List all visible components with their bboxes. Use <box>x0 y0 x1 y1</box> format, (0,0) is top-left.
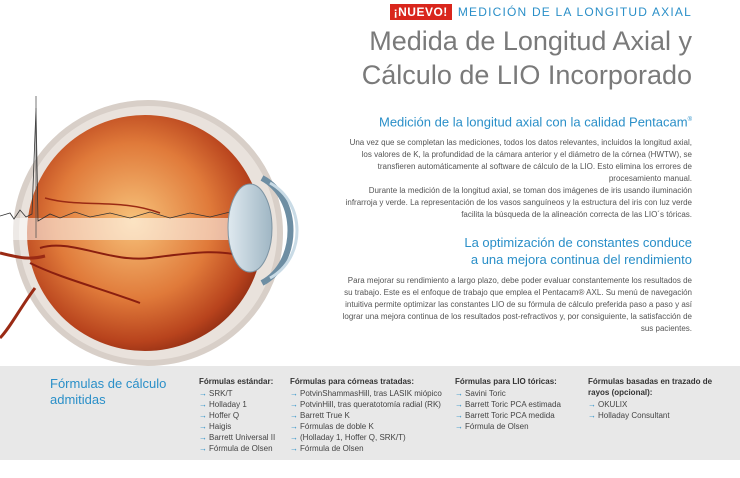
formula-list-item <box>199 388 285 399</box>
section-constant-optimization-title-line-1: La optimización de constantes conduce <box>464 235 692 250</box>
formula-name: PotvinHill, tras queratotomía radial (RK) <box>300 400 441 409</box>
formula-name: (Holladay 1, Hoffer Q, SRK/T) <box>300 433 406 442</box>
arrow-right-icon: → <box>290 422 298 431</box>
formula-list-item <box>455 421 580 432</box>
formula-list-item <box>290 432 450 443</box>
footer-title: Fórmulas de cálculo admitidas <box>50 376 167 407</box>
formula-name: Barrett Toric PCA estimada <box>465 400 561 409</box>
arrow-right-icon: → <box>199 389 207 398</box>
formula-name: Fórmula de Olsen <box>465 422 529 431</box>
formula-column-heading: Fórmulas estándar: <box>199 377 274 386</box>
formula-column-treated-corneas <box>290 376 450 454</box>
formulas-footer <box>0 366 740 460</box>
arrow-right-icon: → <box>290 444 298 453</box>
arrow-right-icon: → <box>199 400 207 409</box>
section-axial-length <box>342 112 692 221</box>
section-axial-length-title-text: Medición de la longitud axial con la calidad Pentacam <box>378 114 688 130</box>
formula-list-item <box>290 399 450 410</box>
formula-column-heading: Fórmulas para LIO tóricas: <box>455 377 557 386</box>
arrow-right-icon: → <box>455 389 463 398</box>
formula-list-item <box>199 399 285 410</box>
section-constant-optimization-paragraph: Para mejorar su rendimiento a largo plazo, debe poder evaluar constantemente los resultados de su trabajo. Este es el enfoque de trabajo que emplea el Pentacam® AXL. Su menú de navegación intuitiva permite optimizar las constantes LIO de su fórmula de cálculo preferida paso a paso y así lograr una mejora continua de los resultados post-refractivos y, por consiguiente, la satisfacción de sus pacientes. <box>342 276 692 333</box>
arrow-right-icon: → <box>199 411 207 420</box>
section-axial-length-paragraph-2: Durante la medición de la longitud axial, se toman dos imágenes de iris usando iluminación infrarroja y verde. La representación de los vasos sanguíneos y la estructura del iris con luz verde facilita la búsqueda de la alineación correcta de las LIO´s tóricas. <box>345 186 692 220</box>
formula-list-item <box>199 432 285 443</box>
formula-name: Fórmula de Olsen <box>209 444 273 453</box>
formula-name: Haigis <box>209 422 232 431</box>
formula-list-item <box>588 410 718 421</box>
section-constant-optimization-title <box>342 234 692 268</box>
formula-list-item <box>199 421 285 432</box>
formula-list-item <box>588 399 718 410</box>
eye-cross-section-illustration <box>0 88 310 388</box>
formula-name: SRK/T <box>209 389 233 398</box>
new-badge: ¡NUEVO! <box>390 4 452 20</box>
arrow-right-icon: → <box>455 422 463 431</box>
arrow-right-icon: → <box>290 400 298 409</box>
formula-name: Holladay Consultant <box>598 411 670 420</box>
formula-name: Barrett Universal II <box>209 433 276 442</box>
formula-list <box>199 388 285 454</box>
headline-line-2: Cálculo de LIO Incorporado <box>361 60 692 90</box>
formula-column-heading: Fórmulas para córneas tratadas: <box>290 377 415 386</box>
page-headline <box>362 24 692 92</box>
formula-list-item <box>455 399 580 410</box>
section-axial-length-title <box>342 112 692 130</box>
formula-list <box>588 399 718 421</box>
formula-list-item <box>199 410 285 421</box>
arrow-right-icon: → <box>588 400 596 409</box>
formula-list <box>290 388 450 454</box>
arrow-right-icon: → <box>455 400 463 409</box>
formula-name: Fórmula de Olsen <box>300 444 364 453</box>
arrow-right-icon: → <box>290 433 298 442</box>
formula-name: PotvinShammasHill, tras LASIK miópico <box>300 389 442 398</box>
arrow-right-icon: → <box>588 411 596 420</box>
formula-name: Holladay 1 <box>209 400 247 409</box>
formula-list <box>455 388 580 432</box>
formula-name: Fórmulas de doble K <box>300 422 374 431</box>
formula-column-heading: Fórmulas basadas en trazado de rayos (opcional): <box>588 377 713 397</box>
arrow-right-icon: → <box>455 411 463 420</box>
formula-name: Hoffer Q <box>209 411 240 420</box>
formula-column-toric <box>455 376 580 432</box>
headline-line-1: Medida de Longitud Axial y <box>369 26 692 56</box>
section-kicker: MEDICIÓN DE LA LONGITUD AXIAL <box>457 5 692 19</box>
formula-list-item <box>290 410 450 421</box>
formula-list-item <box>199 443 285 454</box>
arrow-right-icon: → <box>199 422 207 431</box>
formula-column-standard <box>199 376 285 454</box>
section-constant-optimization <box>342 234 692 335</box>
arrow-right-icon: → <box>290 411 298 420</box>
formula-list-item <box>455 388 580 399</box>
arrow-right-icon: → <box>290 389 298 398</box>
arrow-right-icon: → <box>199 444 207 453</box>
formula-name: Barrett True K <box>300 411 350 420</box>
section-constant-optimization-title-line-2: a una mejora continua del rendimiento <box>470 252 692 267</box>
top-banner <box>390 4 692 20</box>
section-axial-length-paragraph-1: Una vez que se completan las mediciones, todos los datos relevantes, incluidos la longitud axial, los valores de K, la profundidad de la cámara anterior y el diámetro de la córnea (HWTW), se transfieren automáticamente al software de cálculo de la LIO. Esto elimina los errores de procesamiento manual. <box>349 138 692 184</box>
arrow-right-icon: → <box>199 433 207 442</box>
registered-mark: ® <box>687 117 692 123</box>
formula-name: OKULIX <box>598 400 628 409</box>
formula-list-item <box>290 443 450 454</box>
formula-list-item <box>290 421 450 432</box>
formula-name: Barrett Toric PCA medida <box>465 411 555 420</box>
formula-name: Savini Toric <box>465 389 506 398</box>
formula-column-ray-tracing <box>588 376 718 421</box>
formula-list-item <box>290 388 450 399</box>
formula-list-item <box>455 410 580 421</box>
